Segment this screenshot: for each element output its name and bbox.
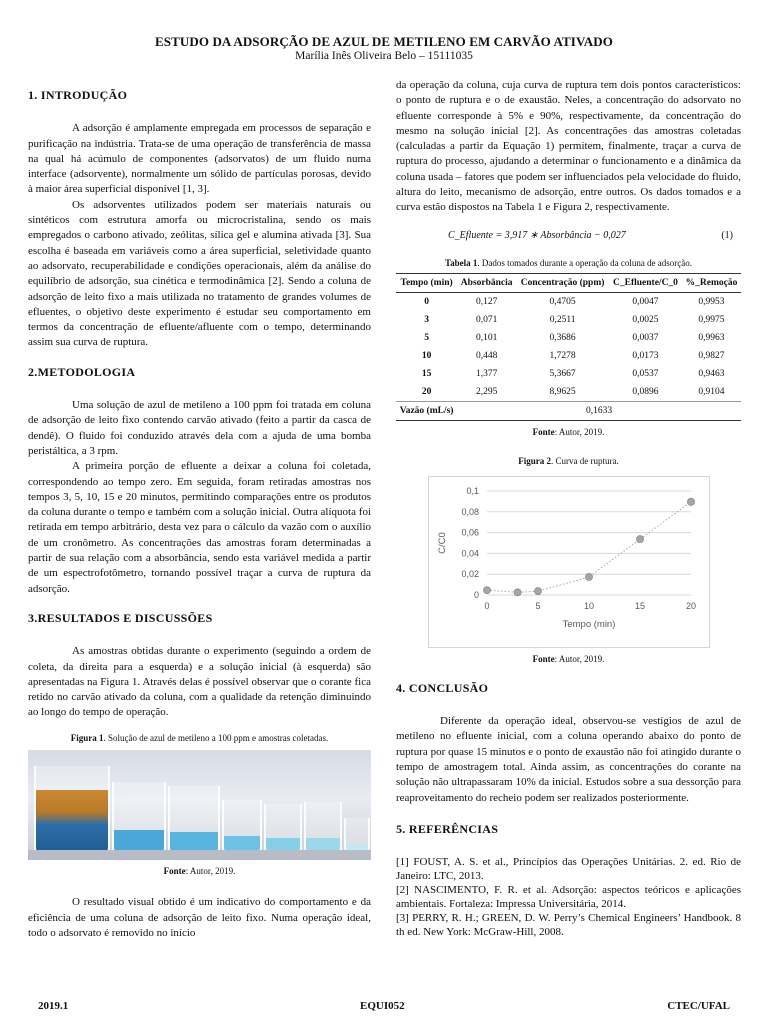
table-1-caption: Tabela 1. Dados tomados durante a operação da coluna de adsorção.	[444, 257, 693, 268]
table-cell: 0,9953	[698, 296, 725, 307]
section-heading-intro: 1. INTRODUÇÃO	[28, 88, 128, 102]
table-cell: 0,1633	[457, 401, 741, 420]
table-cell: 0,9975	[698, 314, 725, 325]
y-tick-label: 0,08	[460, 506, 479, 517]
table-header: Concentração (ppm)	[516, 273, 609, 292]
y-tick-label: 0,06	[460, 527, 479, 538]
paragraph: Uma solução de azul de metileno a 100 ppm foi tratada em coluna de adsorção de leito fixo contendo carvão ativado (feito a partir da casca de dendê). O fluido foi conduzido através dela com a ajuda de uma bomba peristáltica, a 3 rpm.	[28, 399, 371, 457]
section-heading-references: 5. REFERÊNCIAS	[396, 821, 499, 836]
section-heading-conclusion: 4. CONCLUSÃO	[396, 680, 489, 695]
table-row	[396, 365, 741, 383]
figure-1-caption: Figura 1. Solução de azul de metileno a 100 ppm e amostras coletadas.	[70, 732, 329, 743]
table-cell: 0,9827	[698, 350, 725, 361]
data-table	[396, 273, 741, 421]
table-cell: 0,0537	[632, 368, 659, 379]
bench	[28, 850, 371, 860]
data-point	[514, 588, 521, 595]
x-tick-label: 5	[534, 600, 541, 611]
figure-2-source: Fonte: Autor, 2019.	[532, 653, 605, 664]
table-row	[396, 329, 741, 347]
table-cell: 0	[424, 296, 429, 307]
table-cell: 0,0025	[632, 314, 659, 325]
table-cell: 0,4705	[549, 296, 576, 307]
x-axis-label: Tempo (min)	[562, 618, 615, 630]
footer-course: EQUI052	[360, 1000, 405, 1012]
table-cell: 0,9104	[698, 386, 725, 397]
table-header: Absorbância	[457, 273, 516, 292]
table-cell: 2,295	[475, 386, 498, 397]
x-tick-label: 20	[685, 600, 696, 611]
table-row	[396, 311, 741, 329]
equation-1	[396, 228, 741, 244]
beaker-sample	[304, 802, 342, 854]
table-cell: 0,0037	[632, 332, 659, 343]
beaker-sample	[112, 782, 166, 854]
table-cell: 0,448	[475, 350, 498, 361]
beaker-sample	[264, 804, 302, 854]
table-cell: 8,9625	[549, 386, 576, 397]
beaker-sample	[222, 800, 262, 854]
table-1-source: Fonte: Autor, 2019.	[532, 426, 605, 437]
right-column	[396, 78, 741, 939]
reference-list	[396, 855, 741, 939]
table-cell: 20	[421, 386, 432, 397]
page-title: ESTUDO DA ADSORÇÃO DE AZUL DE METILENO EM CARVÃO ATIVADO	[155, 34, 613, 49]
beaker-sample	[344, 818, 370, 854]
table-cell: 0,0173	[632, 350, 659, 361]
data-point	[483, 586, 490, 593]
paragraph: da operação da coluna, cuja curva de ruptura tem dois pontos característicos: o ponto de ruptura e o de exaustão. Neles, a concentração do adsorvato no efluente corresponde à 5% e 90%, respectivamente, da concentração do mesmo na solução inicial [2]. As concentrações das amostras coletadas (calculadas a partir da Equação 1) permitem, finalmente, traçar a curva de ruptura do processo, ajudando a determinar o funcionamento e a dinâmica da coluna usada – fatores que podem ser influenciados pela velocidade do fluido, altura do leito, mecanismo de adsorção, entre outros. Os dados tomados e a curva estão dispostos na Tabela 1 e Figura 2, respectivamente.	[396, 79, 741, 214]
table-cell: 0,0047	[632, 296, 659, 307]
reference-item: [3] PERRY, R. H.; GREEN, D. W. Perry’s Chemical Engineers’ Handbook. 8 th ed. New York: McGraw-Hill, 2008.	[396, 912, 741, 939]
table-cell: 0,101	[475, 332, 498, 343]
paragraph: O resultado visual obtido é um indicativo do comportamento e da eficiência de uma coluna de adsorção de leito fixo. Numa operação ideal, todo o adsorvato é removido no início	[28, 896, 371, 939]
beaker-initial-solution	[34, 766, 110, 854]
footer-institution: CTEC/UFAL	[667, 1000, 730, 1012]
paragraph: A primeira porção de efluente a deixar a coluna foi coletada, correspondendo ao tempo zero. Em seguida, foram retiradas amostras nos tempos 3, 5, 10, 15 e 20 minutos, permitindo comparações entre os produtos da coluna durante o tempo e também com a solução inicial. Outra alíquota foi retirada em tempo arbitrário, desta vez para o cálculo da vazão com o auxílio de um cronômetro. As concentrações das amostras foram determinadas a partir de sua relação com a absorbância, sendo esta variável medida a partir de um espectrofotômetro, tornando possível traçar a curva de ruptura da adsorção.	[28, 460, 371, 595]
table-cell: 0,127	[475, 296, 498, 307]
table-header: Tempo (min)	[396, 273, 457, 292]
figure-1-source: Fonte: Autor, 2019.	[163, 865, 236, 876]
table-cell: 5	[424, 332, 429, 343]
table-cell: 0,0896	[632, 386, 659, 397]
chart-svg	[429, 477, 709, 647]
y-tick-label: 0,04	[460, 547, 479, 558]
table-cell: 0,3686	[549, 332, 576, 343]
paragraph: Diferente da operação ideal, observou-se vestígios de azul de metileno no efluente inicial, com a coluna operando abaixo do ponto de ruptura por quase 15 minutos e o ponto de exaustão não foi atingido durante o tempo de amostragem total. Ainda assim, as concentrações do corante na solução não ultrapassaram 10% da inicial. Estudos sobre a sua dessorção para reaproveitamento do recheio podem ser realizados posteriormente.	[396, 715, 741, 804]
paragraph: As amostras obtidas durante o experimento (seguindo a ordem de coleta, da direita para a esquerda) e a solução inicial (à esquerda) são apresentadas na Figura 1. Através delas é possível observar que o corante fica retido no carvão ativado da coluna, com a qualidade da retenção diminuindo ao longo do tempo de operação.	[28, 645, 371, 719]
equation-number: (1)	[721, 229, 733, 241]
table-header: %_Remoção	[682, 273, 741, 292]
data-point	[636, 535, 643, 542]
table-cell: 3	[424, 314, 429, 325]
left-column	[28, 80, 371, 941]
x-tick-label: 10	[583, 600, 594, 611]
table-row	[396, 292, 741, 311]
data-point	[687, 498, 694, 505]
table-cell: Vazão (mL/s)	[396, 401, 457, 420]
y-axis-label: C/C0	[436, 531, 448, 554]
data-point	[534, 587, 541, 594]
table-cell: 10	[421, 350, 432, 361]
table-row	[396, 383, 741, 402]
author-line: Marília Inês Oliveira Belo – 15111035	[295, 50, 473, 62]
section-heading-results: 3.RESULTADOS E DISCUSSÕES	[28, 610, 213, 625]
section-heading-method: 2.METODOLOGIA	[28, 364, 136, 379]
y-tick-label: 0	[473, 589, 479, 600]
figure-1-photo	[28, 750, 371, 860]
x-tick-label: 15	[634, 600, 645, 611]
y-tick-label: 0,02	[460, 568, 479, 579]
reference-item: [1] FOUST, A. S. et al., Princípios das Operações Unitárias. 2. ed. Rio de Janeiro: LTC, 2013.	[396, 856, 741, 883]
table-row	[396, 347, 741, 365]
paragraph: A adsorção é amplamente empregada em processos de separação e purificação na indústria. Trata-se de uma operação de transferência de massa na qual há acúmulo de componentes (adsorvatos) de um fluido numa interface (adsorvente), normalmente um sólido de partículas porosas, devido à maior área superficial disponível [1, 3].	[28, 122, 371, 196]
breakthrough-chart	[428, 476, 710, 648]
y-tick-label: 0,1	[465, 485, 479, 496]
table-cell: 15	[421, 368, 432, 379]
reference-item: [2] NASCIMENTO, F. R. et al. Adsorção: aspectos teóricos e aplicações ambientais. Fortaleza: Impressa Universitária, 2014.	[396, 884, 741, 911]
table-cell: 0,9963	[698, 332, 725, 343]
table-cell: 0,071	[475, 314, 498, 325]
beaker-sample	[168, 786, 220, 854]
x-tick-label: 0	[483, 600, 490, 611]
equation-text: C_Efluente = 3,917 ∗ Absorbância − 0,027	[448, 229, 626, 241]
table-row-flow	[396, 401, 741, 420]
table-cell: 5,3667	[549, 368, 576, 379]
table-cell: 1,377	[475, 368, 498, 379]
footer-term: 2019.1	[38, 1000, 69, 1012]
table-cell: 0,9463	[698, 368, 725, 379]
table-cell: 0,2511	[549, 314, 576, 325]
figure-2-caption: Figura 2. Curva de ruptura.	[518, 456, 619, 467]
data-point	[585, 573, 592, 580]
paragraph: Os adsorventes utilizados podem ser materiais naturais ou sintéticos com estrutura amorfa ou microcristalina, sendo os mais empregados o carbono ativado, zeólitas, sílica gel e alumina ativada [3]. Sua escolha é baseada em variáveis como a área superficial, seletividade quanto ao adsorvato, recuperabilidade e condições operacionais, além da análise do equilíbrio de adsorção, sua cinética e termodinâmica [2]. Sendo a coluna de adsorção de leito fixo a mais utilizada no tratamento de grandes volumes de efluentes, o objetivo deste experimento é estudar seu comportamento em termos da concentração de efluente/afluente com o tempo, determinando assim sua curva de ruptura.	[28, 198, 371, 349]
table-cell: 1,7278	[549, 350, 576, 361]
table-header: C_Efluente/C_0	[609, 273, 682, 292]
